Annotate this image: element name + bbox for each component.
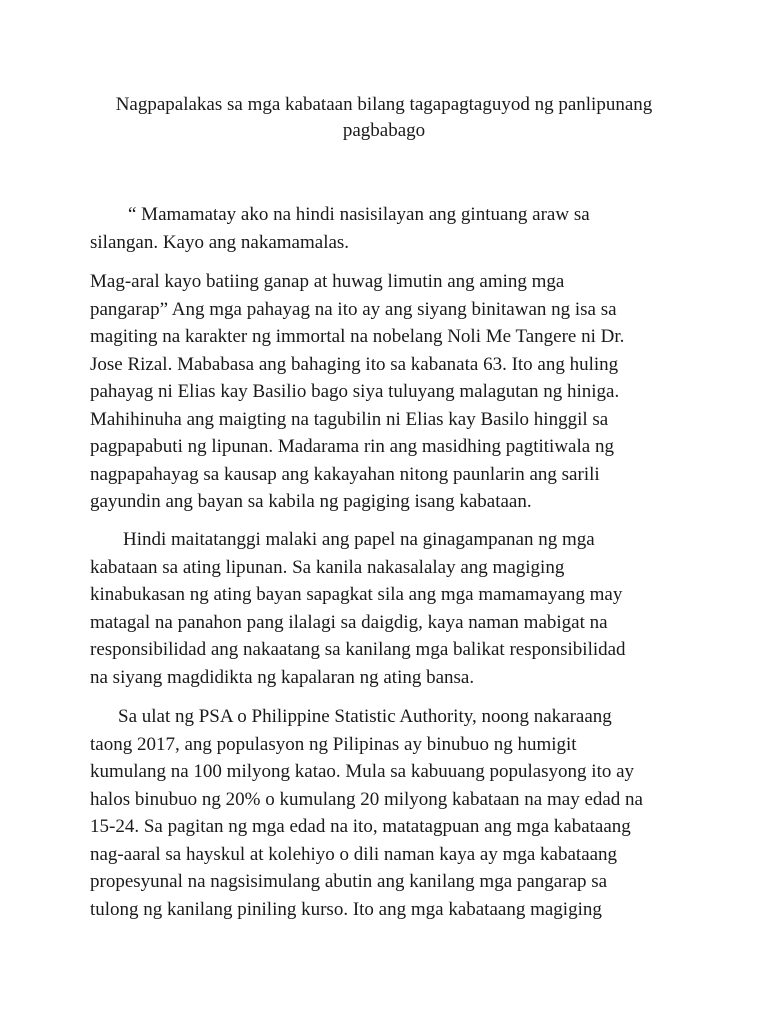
text-line: na siyang magdidikta ng kapalaran ng ating bansa. [90, 666, 475, 688]
text-line: responsibilidad ang nakaatang sa kanilang mga balikat responsibilidad [90, 639, 626, 660]
text-line: Mag-aral kayo batiing ganap at huwag limutin ang aming mga [90, 271, 565, 292]
title-line: pagbabago [342, 120, 426, 141]
paragraph-quote [90, 201, 690, 256]
text-line: nag-aaral sa hayskul at kolehiyo o dili naman kaya ay mga kabataang [90, 843, 618, 865]
text-line: tulong ng kanilang piniling kurso. Ito ang mga kabataang magiging [90, 898, 602, 920]
paragraph-noli [90, 268, 690, 516]
paragraph-papel-ng-kabataan [90, 526, 690, 691]
title-line: Nagpapalakas sa mga kabataan bilang tagapagtaguyod ng panlipunang [115, 94, 653, 115]
document-title [60, 92, 708, 144]
text-line: kumulang na 100 milyong katao. Mula sa kabuuang populasyong ito ay [90, 761, 635, 782]
text-line: gayundin ang bayan sa kabila ng pagiging isang kabataan. [90, 491, 532, 512]
text-line: Jose Rizal. Mababasa ang bahaging ito sa kabanata 63. Ito ang huling [90, 353, 619, 375]
text-line: Mahihinuha ang maigting na tagubilin ni Elias kay Basilo hinggil sa [90, 408, 609, 430]
text-line: pagpapabuti ng lipunan. Madarama rin ang masidhing pagtitiwala ng [90, 436, 614, 457]
text-line: matagal na panahon pang ilalagi sa daigdig, kaya naman mabigat na [90, 611, 608, 633]
text-line: kinabukasan ng ating bayan sapagkat sila ang mga mamamayang may [90, 584, 623, 605]
text-line: pangarap” Ang mga pahayag na ito ay ang siyang binitawan ng isa sa [90, 298, 617, 320]
text-line: nagpapahayag sa kausap ang kakayahan nitong paunlarin ang sarili [90, 463, 600, 485]
text-line: taong 2017, ang populasyon ng Pilipinas ay binubuo ng humigit [90, 733, 577, 755]
text-line: 15-24. Sa pagitan ng mga edad na ito, matatagpuan ang mga kabataang [90, 816, 631, 837]
text-line: Sa ulat ng PSA o Philippine Statistic Authority, noong nakaraang [118, 706, 612, 727]
text-line: halos binubuo ng 20% o kumulang 20 milyong kabataan na may edad na [90, 788, 643, 810]
text-line: Hindi maitatanggi malaki ang papel na ginagampanan ng mga [123, 529, 595, 550]
text-line: kabataan sa ating lipunan. Sa kanila nakasalalay ang magiging [90, 556, 565, 578]
paragraph-psa-statistics [90, 703, 690, 923]
text-line: pahayag ni Elias kay Basilio bago siya tuluyang malagutan ng hiniga. [90, 381, 620, 402]
text-line: “ Mamamatay ako na hindi nasisilayan ang gintuang araw sa [128, 204, 590, 225]
text-line: silangan. Kayo ang nakamamalas. [90, 231, 350, 253]
text-line: magiting na karakter ng immortal na nobelang Noli Me Tangere ni Dr. [90, 326, 625, 347]
text-line: propesyunal na nagsisimulang abutin ang kanilang mga pangarap sa [90, 871, 608, 892]
